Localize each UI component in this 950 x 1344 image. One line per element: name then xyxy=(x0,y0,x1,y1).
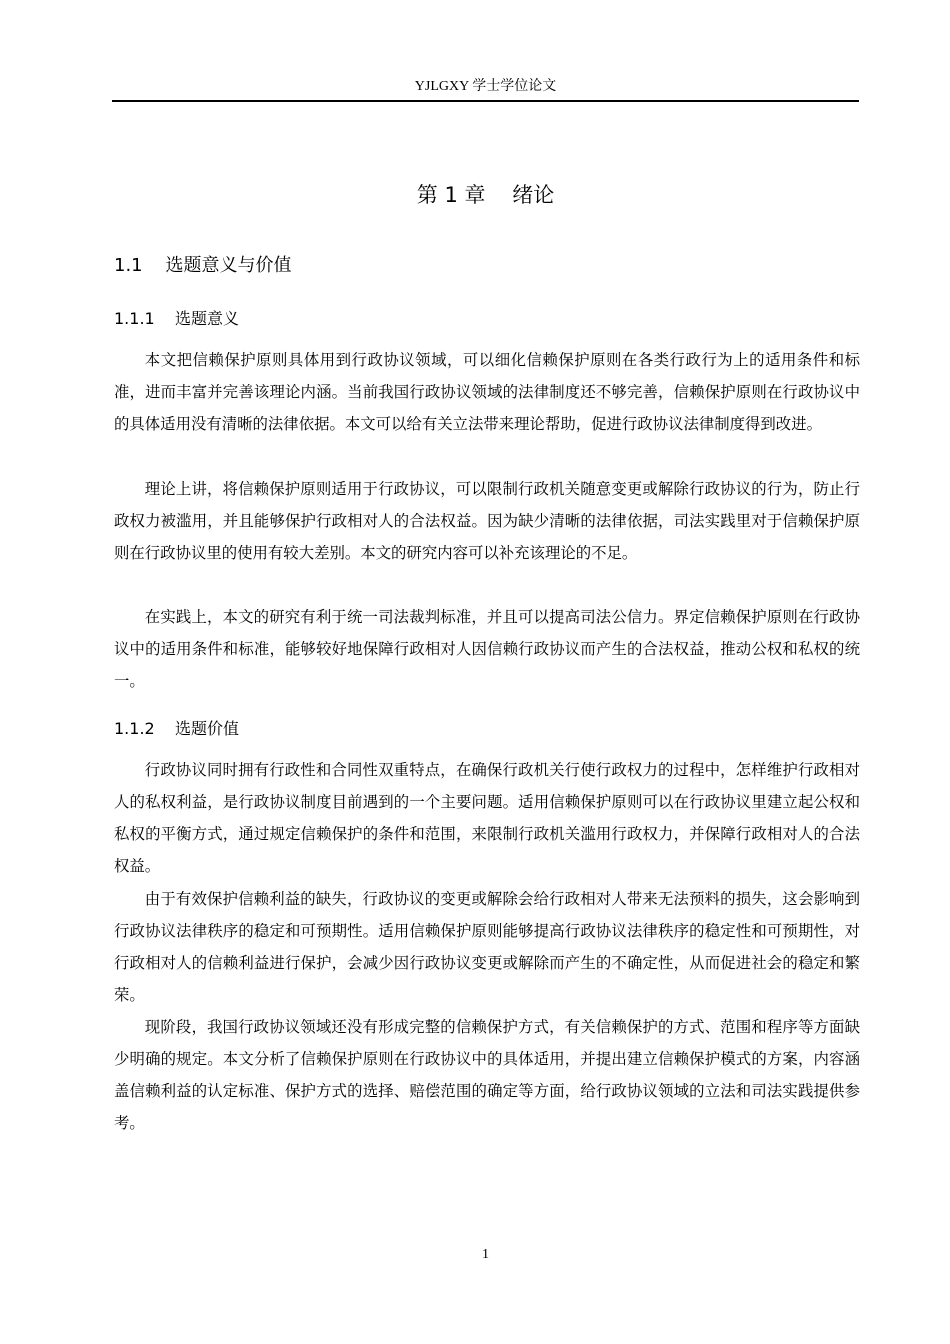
paragraph: 由于有效保护信赖利益的缺失，行政协议的变更或解除会给行政相对人带来无法预料的损失，这会影响到行政协议法律秩序的稳定和可预期性。适用信赖保护原则能够提高行政协议法律秩序的稳定性和可预期性，对行政相对人的信赖利益进行保护，会减少因行政协议变更或解除而产生的不确定性，从而促进社会的稳定和繁荣。 xyxy=(114,890,860,1004)
chapter-title: 第 1 章 绪论 xyxy=(416,183,555,207)
section-heading-1-1-1: 1.1.1 选题意义 xyxy=(114,309,240,328)
page-number: 1 xyxy=(482,1247,489,1262)
paragraph: 在实践上，本文的研究有利于统一司法裁判标准，并且可以提高司法公信力。界定信赖保护原则在行政协议中的适用条件和标准，能够较好地保障行政相对人因信赖行政协议而产生的合法权益，推动公权和私权的统一。 xyxy=(114,608,860,690)
paragraph: 现阶段，我国行政协议领域还没有形成完整的信赖保护方式，有关信赖保护的方式、范围和程序等方面缺少明确的规定。本文分析了信赖保护原则在行政协议中的具体适用，并提出建立信赖保护模式的方案，内容涵盖信赖利益的认定标准、保护方式的选择、赔偿范围的确定等方面，给行政协议领域的立法和司法实践提供参考。 xyxy=(114,1018,860,1132)
section-heading-1-1-2: 1.1.2 选题价值 xyxy=(114,719,240,738)
header-divider xyxy=(112,100,859,102)
paragraph: 理论上讲，将信赖保护原则适用于行政协议，可以限制行政机关随意变更或解除行政协议的行为，防止行政权力被滥用，并且能够保护行政相对人的合法权益。因为缺少清晰的法律依据，司法实践里对于信赖保护原则在行政协议里的使用有较大差别。本文的研究内容可以补充该理论的不足。 xyxy=(114,480,860,562)
paragraph: 行政协议同时拥有行政性和合同性双重特点，在确保行政机关行使行政权力的过程中，怎样维护行政相对人的私权利益，是行政协议制度目前遇到的一个主要问题。适用信赖保护原则可以在行政协议里建立起公权和私权的平衡方式，通过规定信赖保护的条件和范围，来限制行政机关滥用行政权力，并保障行政相对人的合法权益。 xyxy=(114,761,860,875)
page-header: YJLGXY 学士学位论文 xyxy=(414,79,557,94)
section-heading-1-1: 1.1 选题意义与价值 xyxy=(114,255,292,276)
paragraph: 本文把信赖保护原则具体用到行政协议领域，可以细化信赖保护原则在各类行政行为上的适用条件和标准，进而丰富并完善该理论内涵。当前我国行政协议领域的法律制度还不够完善，信赖保护原则在行政协议中的具体适用没有清晰的法律依据。本文可以给有关立法带来理论帮助，促进行政协议法律制度得到改进。 xyxy=(114,351,860,433)
